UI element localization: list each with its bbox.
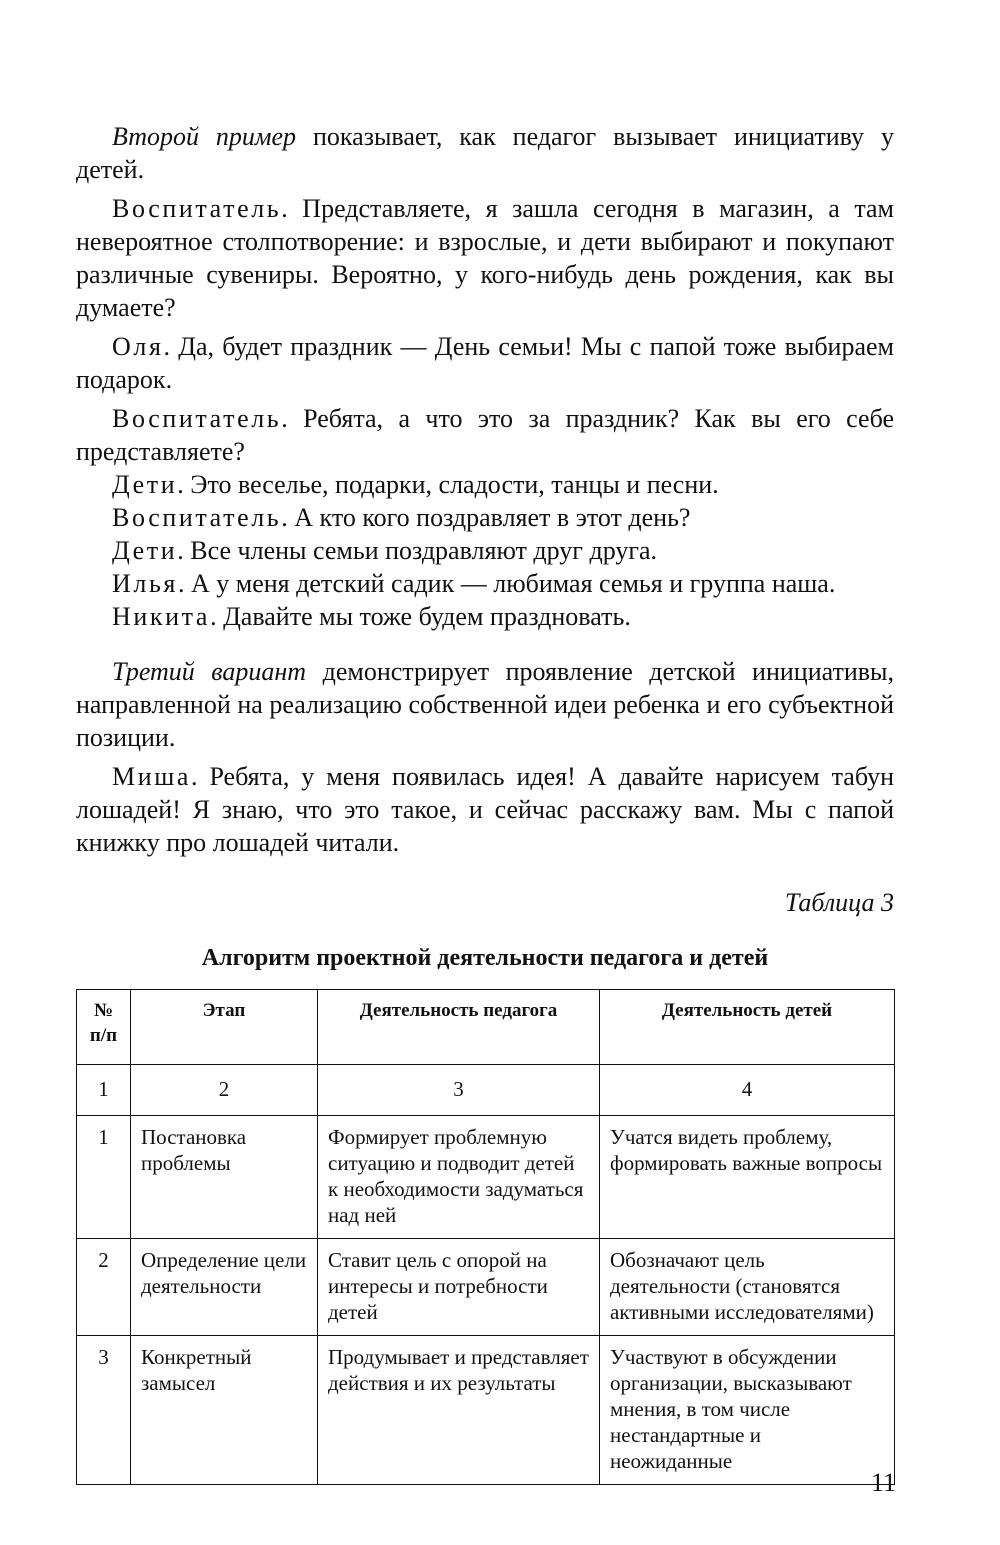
header-cell-stage: Этап <box>131 990 318 1065</box>
table-row <box>77 1336 895 1485</box>
teacher-activity-cell: Формирует проблемную ситуацию и подводит детей к необходимости задуматься над ней <box>318 1116 600 1239</box>
dialog-text: . Ребята, а что это за праздник? Как вы его себе представляете? <box>76 404 894 466</box>
lead-phrase: Второй пример <box>112 122 297 151</box>
stage-cell: Определение цели деятельности <box>131 1239 318 1336</box>
algorithm-table <box>76 989 895 1485</box>
dialog-line <box>76 600 894 633</box>
dialog-text: . Все члены семьи поздравляют друг друга. <box>177 536 658 565</box>
header-cell-teacher: Деятельность педагога <box>318 990 600 1065</box>
speaker-name: Воспитатель <box>112 503 282 532</box>
dialog-line <box>76 402 894 468</box>
column-number-row <box>77 1065 895 1116</box>
header-cell-children: Деятельность детей <box>600 990 895 1065</box>
column-number: 4 <box>600 1065 895 1116</box>
children-activity-cell: Участвуют в обсуждении организации, высказывают мнения, в том числе нестандартные и неожиданные <box>600 1336 895 1485</box>
children-activity-cell: Обозначают цель деятельности (становятся активными исследователями) <box>600 1239 895 1336</box>
dialog-text: . Давайте мы тоже будем праздновать. <box>210 602 631 631</box>
speaker-name: Воспитатель <box>112 194 282 223</box>
table-title: Алгоритм проектной деятельности педагога и детей <box>201 945 769 971</box>
teacher-activity-cell: Ставит цель с опорой на интересы и потребности детей <box>318 1239 600 1336</box>
row-number: 1 <box>77 1116 131 1239</box>
table-label: Таблица 3 <box>784 888 894 917</box>
paragraph-example-3 <box>76 655 894 754</box>
column-number: 2 <box>131 1065 318 1116</box>
stage-cell: Постановка проблемы <box>131 1116 318 1239</box>
speaker-name: Миша <box>112 762 191 791</box>
table-row <box>77 1239 895 1336</box>
table-header-row <box>77 990 895 1065</box>
column-number: 3 <box>318 1065 600 1116</box>
dialog-line <box>76 192 894 324</box>
row-number: 2 <box>77 1239 131 1336</box>
children-activity-cell: Учатся видеть проблему, формировать важные вопросы <box>600 1116 895 1239</box>
table-row <box>77 1116 895 1239</box>
speaker-name: Дети <box>112 536 178 565</box>
paragraph-text: показывает, как педагог вызывает инициативу у детей. <box>76 122 894 184</box>
speaker-name: Оля <box>112 332 164 361</box>
dialog-text: . Да, будет праздник — День семьи! Мы с папой тоже выбираем подарок. <box>76 332 894 394</box>
dialog-line <box>76 468 894 501</box>
speaker-name: Никита <box>112 602 211 631</box>
dialog-line <box>76 534 894 567</box>
paragraph-example-2 <box>76 120 894 186</box>
paragraph-text: демонстрирует проявление детской инициативы, направленной на реализацию собственной идеи ребенка и его субъектной позиции. <box>76 657 894 752</box>
dialog-text: . А кто кого поздравляет в этот день? <box>281 503 691 532</box>
dialog-text: . Это веселье, подарки, сладости, танцы и песни. <box>177 470 719 499</box>
row-number: 3 <box>77 1336 131 1485</box>
teacher-activity-cell: Продумывает и представляет действия и их результаты <box>318 1336 600 1485</box>
dialog-line <box>76 567 894 600</box>
stage-cell: Конкретный замысел <box>131 1336 318 1485</box>
dialog-text: . А у меня детский садик — любимая семья и группа наша. <box>177 569 836 598</box>
dialog-line <box>76 760 894 859</box>
page-number: 11 <box>870 1468 896 1497</box>
dialog-line <box>76 330 894 396</box>
dialog-text: . Представляете, я зашла сегодня в магазин, а там невероятное столпотворение: и взрослые, и дети выбирают и покупают различные сувениры. Вероятно, у кого-нибудь день рождения, как вы думаете? <box>76 194 894 322</box>
dialog-text: . Ребята, у меня появилась идея! А давайте нарисуем табун лошадей! Я знаю, что это такое, и сейчас расскажу вам. Мы с папой книжку про лошадей читали. <box>76 762 894 857</box>
speaker-name: Илья <box>112 569 178 598</box>
page-body <box>76 120 894 1485</box>
speaker-name: Воспитатель <box>112 404 282 433</box>
lead-phrase: Третий вариант <box>112 657 307 686</box>
header-cell-number: № п/п <box>77 990 131 1065</box>
speaker-name: Дети <box>112 470 178 499</box>
column-number: 1 <box>77 1065 131 1116</box>
dialog-line <box>76 501 894 534</box>
